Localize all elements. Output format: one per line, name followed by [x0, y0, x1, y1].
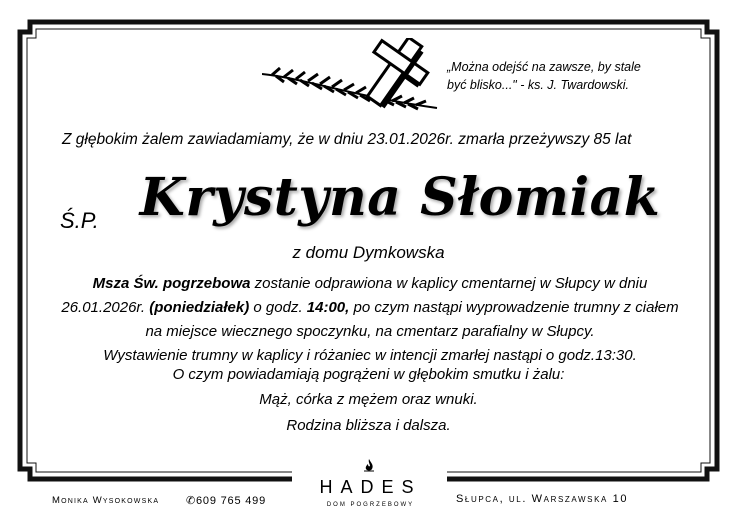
sp-prefix: Ś.P. — [60, 208, 99, 233]
logo-name: HADES — [319, 477, 422, 497]
mass-text: zostanie odprawiona w kaplicy cmentarnej w Słupcy w dniu 26.01.2026r. — [61, 275, 648, 316]
contact-name: Monika Wysokowska — [52, 495, 160, 506]
contact-phone: ✆609 765 499 — [186, 495, 266, 507]
closing-line: O czym powiadamiają pogrążeni w głębokim smutku i żalu: — [172, 366, 565, 383]
mourners-relatives: Rodzina bliższa i dalsza. — [286, 417, 451, 434]
death-announcement: Z głębokim żalem zawiadamiamy, że w dniu 23.01.2026r. zmarła przeżywszy 85 lat — [62, 131, 632, 148]
viewing-text: Wystawienie trumny w kaplicy i różaniec w intencji zmarłej nastąpi o godz.13:30. — [103, 347, 637, 364]
time-prefix: o godz. — [249, 299, 307, 316]
day-label: (poniedziałek) — [149, 299, 250, 316]
deceased-name: Krystyna Słomiak — [139, 167, 661, 228]
memorial-quote — [447, 58, 677, 94]
flame-icon — [362, 458, 376, 474]
funeral-details — [52, 272, 688, 368]
cross-icon — [262, 38, 442, 118]
mourners-family: Mąż, córka z mężem oraz wnuki. — [259, 391, 478, 408]
funeral-home-address: Słupca, ul. Warszawska 10 — [456, 493, 629, 505]
time-value: 14:00, — [306, 299, 350, 316]
logo-subtitle: DOM POGRZEBOWY — [326, 502, 415, 508]
maiden-name: z domu Dymkowska — [292, 243, 445, 262]
quote-line: być blisko..." - ks. J. Twardowski. — [447, 78, 630, 92]
quote-line: „Można odejść na zawsze, by stale — [447, 60, 641, 74]
procession-text: po czym nastąpi wyprowadzenie trumny z ciałem na miejsce wiecznego spoczynku, na cmentarz parafialny w Słupcy. — [145, 299, 679, 340]
mass-label: Msza Św. pogrzebowa — [92, 275, 251, 292]
